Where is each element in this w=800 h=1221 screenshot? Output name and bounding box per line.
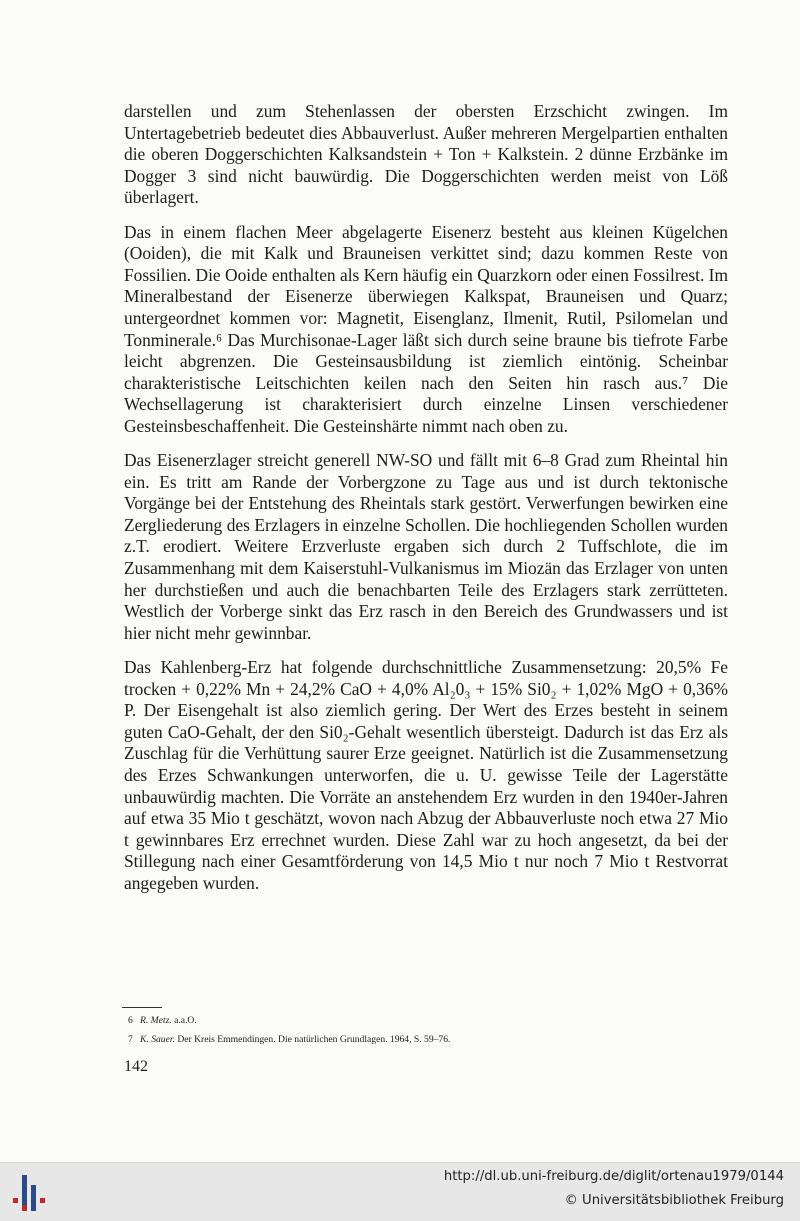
footnote-7 [128, 1030, 728, 1049]
paragraph-3: Das Eisenerzlager streicht generell NW-SO und fällt mit 6–8 Grad zum Rheintal hin ein. Es tritt am Rande der Vorbergzone zu Tage aus und ist durch tektonische Vorgänge bei der Entstehung des Rheintals stark gestört. Verwerfungen bewirken eine Zergliederung des Erzlagers in einzelne Schollen. Die hochliegenden Schollen wurden z.T. erodiert. Weitere Erzverluste ergaben sich durch 2 Tuffschlote, die im Zusammenhang mit dem Kaiserstuhl-Vulkanismus im Miozän das Erzlager von unten her durchstießen und auch die benachbarten Teile des Erzlagers stark zerrütteten. Westlich der Vorberge sinkt das Erz rasch in den Bereich des Grundwassers und ist hier nicht mehr gewinnbar. [124, 450, 728, 643]
footnote-text: Der Kreis Emmendingen. Die natürlichen Grundlagen. 1964, S. 59–76. [174, 1034, 451, 1045]
footnotes [128, 1011, 728, 1049]
footnote-text: a.a.O. [171, 1015, 197, 1026]
footnote-author: R. Metz. [140, 1015, 172, 1026]
paragraph-4: Das Kahlenberg-Erz hat folgende durchschnittliche Zusammensetzung: 20,5% Fe trocken + 0,22% Mn + 24,2% CaO + 4,0% Al₂0₃ + 15% Si0₂ + 1,02% MgO + 0,36% P. Der Eisengehalt ist also ziemlich gering. Der Wert des Erzes besteht in seinem guten CaO-Gehalt, der den Si0₂-Gehalt wesentlich übersteigt. Dadurch ist das Erz als Zuschlag für die Verhüttung saurer Erze geeignet. Natürlich ist die Zusammensetzung des Erzes Schwankungen unterworfen, die u. U. gewisse Teile der Lagerstätte unbauwürdig machten. Die Vorräte an anstehendem Erz wurden in den 1940er-Jahren auf etwa 35 Mio t geschätzt, wovon nach Abzug der Abbauverluste noch etwa 27 Mio t gewinnbares Erz errechnet wurden. Diese Zahl war zu hoch angesetzt, da bei der Stillegung nach einer Gesamtförderung von 14,5 Mio t nur noch 7 Mio t Restvorrat angegeben wurden. [124, 657, 728, 893]
page-number: 142 [124, 1058, 148, 1075]
body-text [124, 101, 728, 895]
footnote-number: 7 [128, 1034, 133, 1045]
footnote-author: K. Sauer. [140, 1034, 175, 1045]
source-url-link[interactable]: http://dl.ub.uni-freiburg.de/diglit/ortenau1979/0144 [443, 1169, 784, 1184]
footnote-number: 6 [128, 1015, 133, 1026]
paragraph-1: darstellen und zum Stehenlassen der obersten Erzschicht zwingen. Im Untertagebetrieb bedeutet dies Abbauverlust. Außer mehreren Mergelpartien enthalten die oberen Doggerschichten Kalksandstein + Ton + Kalkstein. 2 dünne Erzbänke im Dogger 3 sind nicht bauwürdig. Die Doggerschichten werden meist von Löß überlagert. [124, 101, 728, 208]
footnote-6 [128, 1011, 728, 1030]
footnote-divider [122, 1007, 162, 1008]
footer-bar [0, 1162, 800, 1221]
ub-freiburg-logo-icon[interactable] [8, 1171, 52, 1215]
copyright-text: © Universitätsbibliothek Freiburg [564, 1193, 784, 1208]
paragraph-2: Das in einem flachen Meer abgelagerte Eisenerz besteht aus kleinen Kügelchen (Ooiden), die mit Kalk und Brauneisen verkittet sind; dazu kommen Reste von Fossilien. Die Ooide enthalten als Kern häufig ein Quarzkorn oder einen Fossilrest. Im Mineralbestand der Eisenerze überwiegen Kalkspat, Brauneisen und Quarz; untergeordnet kommen vor: Magnetit, Eisenglanz, Ilmenit, Rutil, Psilomelan und Tonminerale.⁶ Das Murchisonae-Lager läßt sich durch seine braune bis tiefrote Farbe leicht abgrenzen. Die Gesteinsausbildung ist ziemlich eintönig. Scheinbar charakteristische Leitschichten keilen nach den Seiten hin rasch aus.⁷ Die Wechsellagerung ist charakterisiert durch einzelne Linsen verschiedener Gesteinsbeschaffenheit. Die Gesteinshärte nimmt nach oben zu. [124, 221, 728, 436]
